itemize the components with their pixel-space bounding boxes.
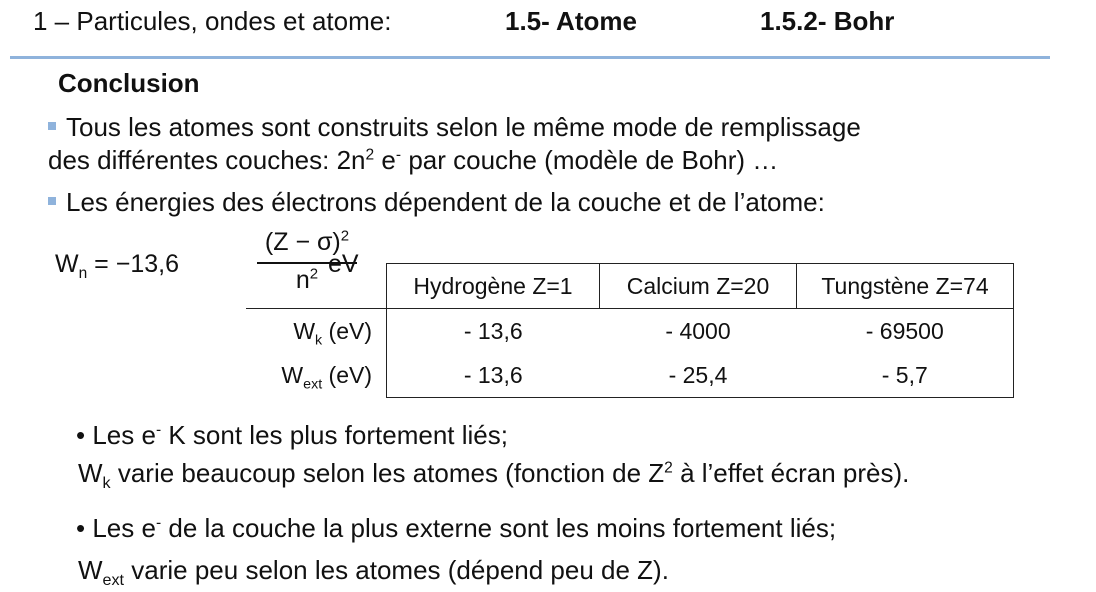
row-label-sub: ext: [303, 376, 323, 393]
pt2-a: • Les e: [76, 513, 156, 543]
pt1-sub: k: [102, 474, 111, 493]
header-section: 1.5- Atome: [505, 6, 637, 36]
table-cell: - 4000: [665, 317, 731, 344]
pt1-text-a: varie beaucoup selon les atomes (fonction de Z: [110, 458, 665, 488]
conclusion-title: Conclusion: [58, 68, 200, 98]
table-row-wk: [246, 309, 1014, 354]
point-1-line-1: [76, 420, 508, 451]
p1-sup-2: -: [395, 146, 402, 164]
table-row-wext: [246, 353, 1014, 398]
formula-num-sup: 2: [340, 227, 350, 245]
point-2-line-2: [78, 555, 669, 590]
row-label-unit: (eV): [322, 361, 372, 388]
paragraph-1-line-1: [48, 112, 861, 143]
pt2-text-a: varie peu selon les atomes (dépend peu de Z).: [124, 555, 669, 585]
point-2-line-1: [76, 513, 836, 544]
formula-den-text: n: [295, 266, 310, 294]
square-bullet-icon: [48, 197, 56, 205]
row-label-unit: (eV): [322, 317, 372, 344]
formula-den-sup: 2: [309, 265, 319, 283]
table-cell: - 5,7: [797, 353, 1014, 398]
header-chapter: 1 – Particules, ondes et atome:: [33, 6, 392, 36]
row-label-base: W: [281, 361, 304, 388]
energy-table: [246, 263, 1014, 398]
pt1-w: W: [78, 458, 103, 488]
formula-lhs: [55, 250, 179, 282]
header-hydrogen: Hydrogène Z=1: [387, 264, 600, 309]
pt2-b: de la couche la plus externe sont les moins fortement liés;: [161, 513, 837, 543]
formula-n-sub: n: [78, 265, 88, 282]
row-label-sub: k: [315, 332, 323, 349]
pt2-sup: -: [155, 514, 162, 532]
header-divider: [10, 56, 1050, 59]
paragraph-2-text: Les énergies des électrons dépendent de la couche et de l’atome:: [66, 187, 825, 217]
formula-unit: eV: [328, 250, 359, 278]
point-1-line-2: [78, 458, 910, 493]
row-label-wk: [246, 309, 387, 354]
table-cell: - 69500: [797, 309, 1014, 354]
pt1-b: K sont les plus fortement liés;: [161, 420, 508, 450]
paragraph-1-line-2: [48, 145, 778, 176]
header-calcium: Calcium Z=20: [600, 264, 797, 309]
table-cell: - 25,4: [600, 353, 797, 398]
row-label-wext: [246, 353, 387, 398]
table-header-row: [246, 264, 1014, 309]
formula-w: W: [55, 250, 79, 278]
paragraph-2: [48, 187, 825, 218]
pt2-sub: ext: [102, 571, 125, 590]
header-subsection: 1.5.2- Bohr: [760, 6, 895, 36]
pt2-w: W: [78, 555, 103, 585]
row-label-base: W: [293, 317, 316, 344]
table-cell: - 13,6: [387, 309, 600, 354]
p1-sup-1: 2: [365, 146, 375, 164]
pt1-a: • Les e: [76, 420, 156, 450]
table-corner: [246, 264, 387, 309]
formula-coefficient: = −13,6: [87, 250, 179, 278]
p1-text-b: e: [374, 145, 396, 175]
header-tungsten: Tungstène Z=74: [797, 264, 1014, 309]
p1-text-c: par couche (modèle de Bohr) …: [401, 145, 779, 175]
formula-num-text: (Z − σ): [264, 228, 341, 256]
table-cell: - 13,6: [387, 353, 600, 398]
paragraph-1-text: Tous les atomes sont construits selon le même mode de remplissage: [66, 112, 861, 142]
pt1-sup: -: [155, 421, 162, 439]
square-bullet-icon: [48, 122, 56, 130]
p1-text-a: des différentes couches: 2n: [48, 145, 366, 175]
pt1-sup2: 2: [664, 459, 673, 477]
pt1-text-b: à l’effet écran près).: [672, 458, 910, 488]
